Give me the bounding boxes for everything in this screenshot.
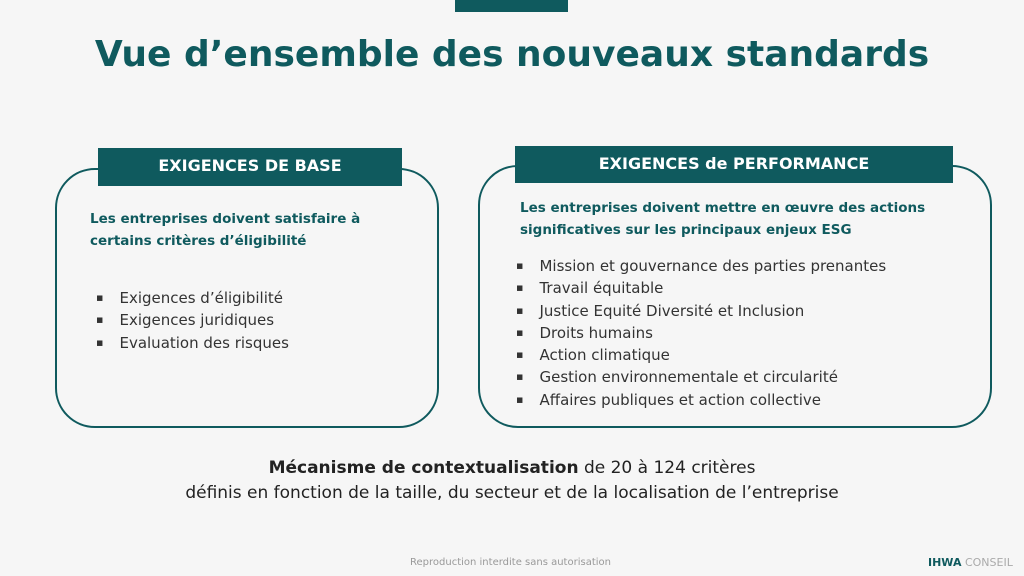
list-item: ▪ Travail équitable bbox=[516, 278, 886, 300]
base-list bbox=[96, 288, 289, 355]
footer-notice: Reproduction interdite sans autorisation bbox=[410, 557, 611, 568]
contextualisation-note bbox=[0, 456, 1024, 506]
list-item: ▪ Affaires publiques et action collective bbox=[516, 390, 886, 412]
logo-part: IHWA bbox=[928, 556, 962, 569]
list-item: ▪ Droits humains bbox=[516, 323, 886, 345]
page-title: Vue d’ensemble des nouveaux standards bbox=[94, 34, 930, 75]
performance-intro-line: significatives sur les principaux enjeux ESG bbox=[520, 222, 852, 238]
list-item: ▪ Mission et gouvernance des parties prenantes bbox=[516, 256, 886, 278]
base-intro-line: Les entreprises doivent satisfaire à bbox=[90, 211, 361, 227]
contextualisation-rest: de 20 à 124 critères bbox=[578, 458, 756, 478]
logo-part: CONSEIL bbox=[961, 556, 1013, 569]
contextualisation-bold: Mécanisme de contextualisation bbox=[268, 458, 579, 478]
performance-list bbox=[516, 256, 886, 412]
list-item: ▪ Exigences juridiques bbox=[96, 310, 289, 332]
performance-requirements-header: EXIGENCES de PERFORMANCE bbox=[515, 146, 953, 183]
performance-intro bbox=[520, 197, 925, 241]
base-requirements-header: EXIGENCES DE BASE bbox=[98, 148, 402, 186]
list-item: ▪ Justice Equité Diversité et Inclusion bbox=[516, 301, 886, 323]
base-intro-line: certains critères d’éligibilité bbox=[90, 233, 307, 249]
list-item: ▪ Exigences d’éligibilité bbox=[96, 288, 289, 310]
top-accent-bar bbox=[455, 0, 568, 12]
contextualisation-line2: définis en fonction de la taille, du secteur et de la localisation de l’entreprise bbox=[185, 483, 839, 503]
list-item: ▪ Action climatique bbox=[516, 345, 886, 367]
list-item: ▪ Gestion environnementale et circularité bbox=[516, 367, 886, 389]
list-item: ▪ Evaluation des risques bbox=[96, 333, 289, 355]
company-logo bbox=[928, 556, 1013, 569]
base-intro bbox=[90, 208, 360, 252]
performance-intro-line: Les entreprises doivent mettre en œuvre des actions bbox=[520, 200, 926, 216]
